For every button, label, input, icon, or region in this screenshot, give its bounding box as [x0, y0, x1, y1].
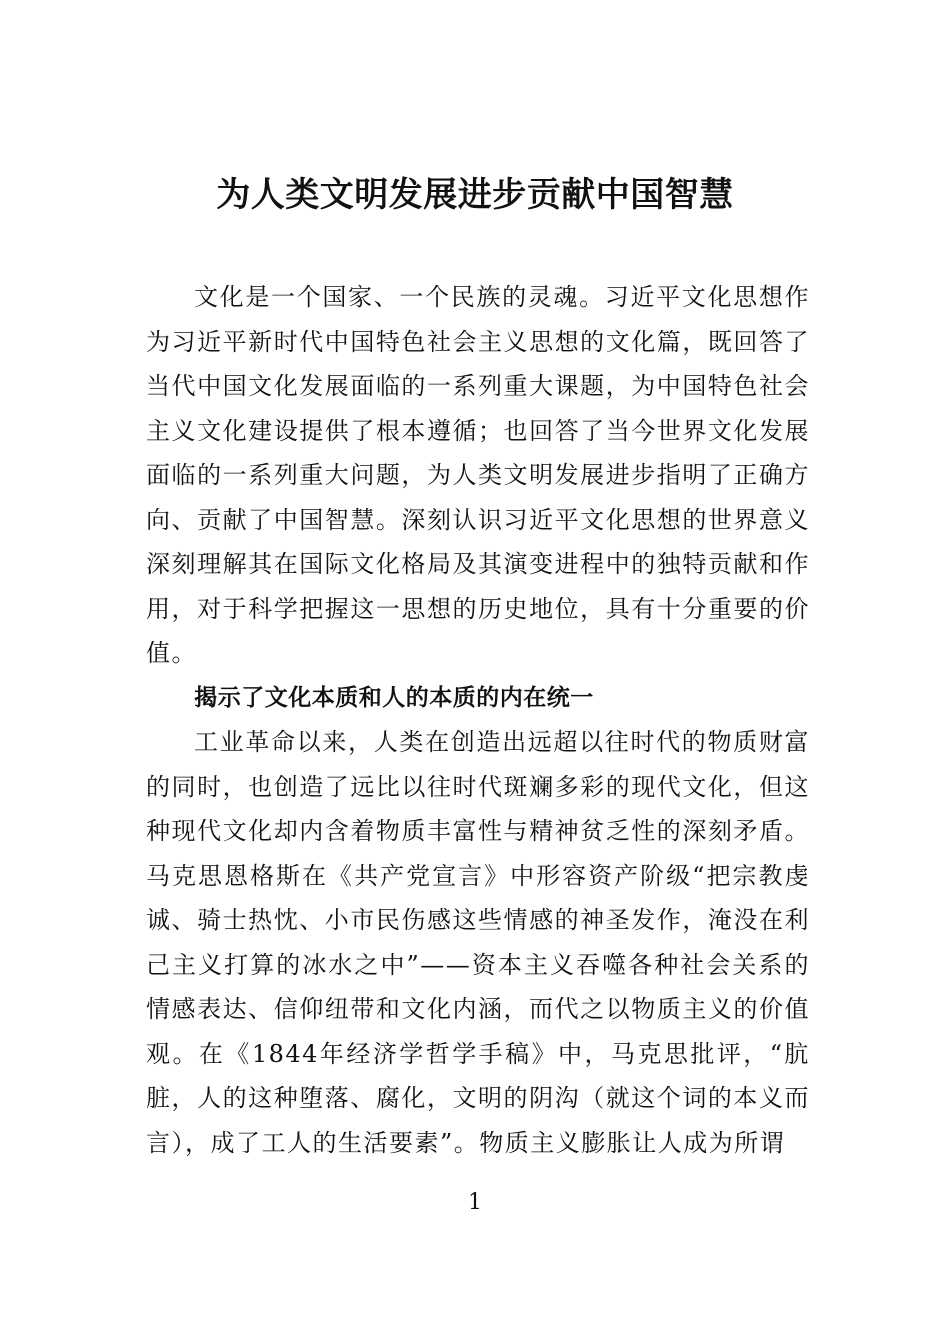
document-title: 为人类文明发展进步贡献中国智慧 [216, 175, 734, 215]
page-number: 1 [468, 1190, 482, 1215]
section-heading: 揭示了文化本质和人的本质的内在统一 [194, 684, 594, 711]
intro-paragraph: 文化是一个国家、一个民族的灵魂。习近平文化思想作为习近平新时代中国特色社会主义思想的文化篇，既回答了当代中国文化发展面临的一系列重大课题，为中国特色社会主义文化建设提供了根本遵循；也回答了当今世界文化发展面临的一系列重大问题，为人类文明发展进步指明了正确方向、贡献了中国智慧。深刻认识习近平文化思想的世界意义深刻理解其在国际文化格局及其演变进程中的独特贡献和作用，对于科学把握这一思想的历史地位，具有十分重要的价值。 [146, 283, 810, 667]
document-body [146, 275, 810, 1165]
section-paragraph: 工业革命以来，人类在创造出远超以往时代的物质财富的同时，也创造了远比以往时代斑斓多彩的现代文化，但这种现代文化却内含着物质丰富性与精神贫乏性的深刻矛盾。马克思恩格斯在《共产党宣言》中形容资产阶级“把宗教虔诚、骑士热忱、小市民伤感这些情感的神圣发作，淹没在利己主义打算的冰水之中”——资本主义吞噬各种社会关系的情感表达、信仰纽带和文化内涵，而代之以物质主义的价值观。在《1844年经济学哲学手稿》中，马克思批评，“肮脏，人的这种堕落、腐化，文明的阴沟（就这个词的本义而言），成了工人的生活要素”。物质主义膨胀让人成为所谓 [146, 728, 810, 1157]
